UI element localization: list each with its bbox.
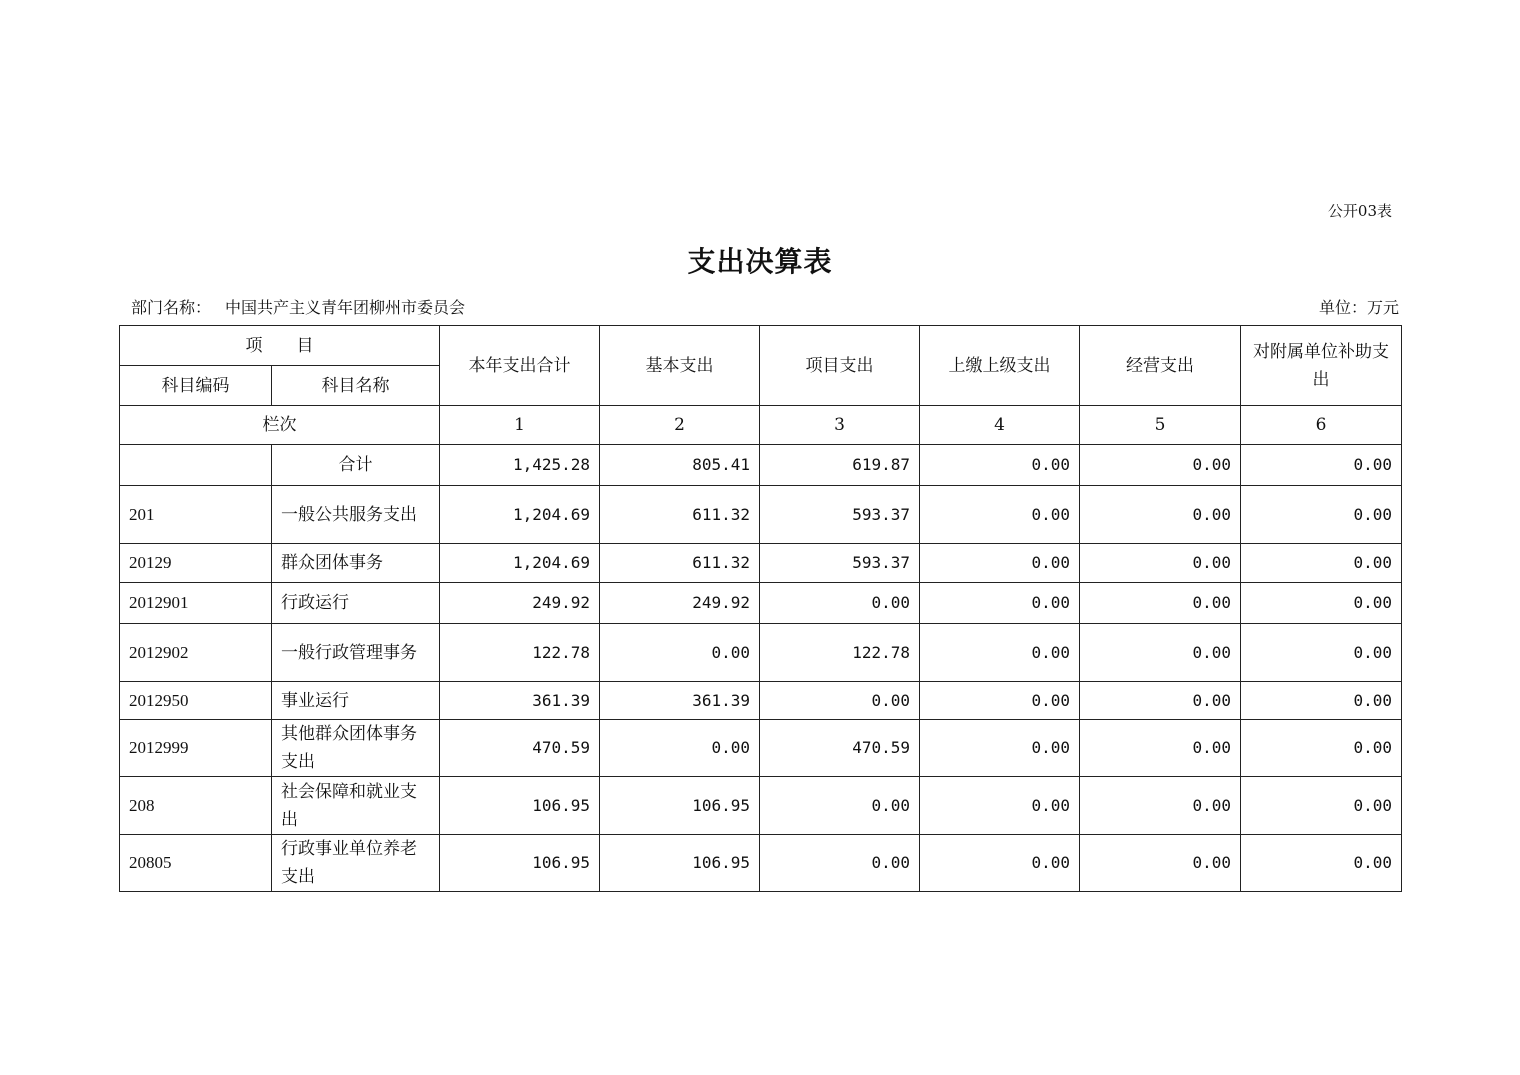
col-number: 3	[760, 406, 920, 445]
col-number: 4	[920, 406, 1080, 445]
subject-code: 20129	[120, 544, 272, 583]
amount-cell: 0.00	[920, 583, 1080, 624]
amount-cell: 0.00	[920, 720, 1080, 777]
table-row	[120, 583, 1402, 624]
amount-cell: 0.00	[920, 682, 1080, 720]
subject-name: 一般行政管理事务	[272, 624, 440, 682]
table-row	[120, 486, 1402, 544]
subject-code	[120, 445, 272, 486]
department-line	[131, 295, 465, 318]
subject-name: 一般公共服务支出	[272, 486, 440, 544]
header-item: 项 目	[120, 326, 440, 366]
column-number-row	[120, 406, 1402, 445]
amount-cell: 0.00	[600, 624, 760, 682]
amount-cell: 0.00	[1241, 777, 1402, 835]
table-row	[120, 777, 1402, 835]
amount-cell: 0.00	[1080, 544, 1241, 583]
amount-cell: 0.00	[1241, 624, 1402, 682]
amount-cell: 611.32	[600, 486, 760, 544]
amount-cell: 0.00	[920, 835, 1080, 892]
amount-cell: 0.00	[1241, 544, 1402, 583]
subject-name: 行政事业单位养老支出	[272, 835, 440, 892]
subject-name: 行政运行	[272, 583, 440, 624]
amount-cell: 0.00	[920, 624, 1080, 682]
header-col-project: 项目支出	[760, 326, 920, 406]
header-row-1	[120, 326, 1402, 366]
department-label: 部门名称：	[131, 298, 212, 317]
unit-label: 单位：万元	[1318, 298, 1399, 317]
subject-code: 201	[120, 486, 272, 544]
amount-cell: 593.37	[760, 544, 920, 583]
amount-cell: 0.00	[920, 486, 1080, 544]
amount-cell: 361.39	[600, 682, 760, 720]
amount-cell: 0.00	[760, 682, 920, 720]
table-row	[120, 624, 1402, 682]
amount-cell: 0.00	[1080, 486, 1241, 544]
department-name: 中国共产主义青年团柳州市委员会	[225, 298, 466, 317]
header-name: 科目名称	[272, 366, 440, 406]
table-row	[120, 720, 1402, 777]
table-row	[120, 682, 1402, 720]
amount-cell: 1,204.69	[440, 486, 600, 544]
total-row	[120, 445, 1402, 486]
amount-cell: 619.87	[760, 445, 920, 486]
subject-code: 2012901	[120, 583, 272, 624]
subject-name: 其他群众团体事务支出	[272, 720, 440, 777]
amount-cell: 0.00	[1080, 777, 1241, 835]
form-number: 公开03表	[1327, 202, 1392, 220]
row-label: 栏次	[120, 406, 440, 445]
page-title: 支出决算表	[687, 245, 833, 278]
amount-cell: 0.00	[1241, 583, 1402, 624]
amount-cell: 361.39	[440, 682, 600, 720]
subject-code: 20805	[120, 835, 272, 892]
amount-cell: 0.00	[600, 720, 760, 777]
amount-cell: 0.00	[920, 544, 1080, 583]
subject-name: 社会保障和就业支出	[272, 777, 440, 835]
amount-cell: 122.78	[760, 624, 920, 682]
amount-cell: 249.92	[440, 583, 600, 624]
amount-cell: 0.00	[760, 583, 920, 624]
amount-cell: 611.32	[600, 544, 760, 583]
amount-cell: 1,425.28	[440, 445, 600, 486]
header-col-subsidy: 对附属单位补助支出	[1241, 326, 1402, 406]
amount-cell: 106.95	[600, 777, 760, 835]
col-number: 2	[600, 406, 760, 445]
table-row	[120, 544, 1402, 583]
amount-cell: 0.00	[1241, 445, 1402, 486]
amount-cell: 0.00	[1241, 682, 1402, 720]
amount-cell: 470.59	[760, 720, 920, 777]
col-number: 5	[1080, 406, 1241, 445]
col-number: 1	[440, 406, 600, 445]
amount-cell: 122.78	[440, 624, 600, 682]
header-col-operation: 经营支出	[1080, 326, 1241, 406]
header-code: 科目编码	[120, 366, 272, 406]
expenditure-table	[119, 325, 1402, 892]
col-number: 6	[1241, 406, 1402, 445]
subject-code: 208	[120, 777, 272, 835]
amount-cell: 0.00	[760, 835, 920, 892]
amount-cell: 0.00	[920, 777, 1080, 835]
subject-code: 2012902	[120, 624, 272, 682]
subject-code: 2012999	[120, 720, 272, 777]
header-col-remit: 上缴上级支出	[920, 326, 1080, 406]
amount-cell: 0.00	[1080, 720, 1241, 777]
amount-cell: 470.59	[440, 720, 600, 777]
table-row	[120, 835, 1402, 892]
amount-cell: 0.00	[1080, 583, 1241, 624]
amount-cell: 106.95	[600, 835, 760, 892]
subject-name: 合计	[272, 445, 440, 486]
amount-cell: 1,204.69	[440, 544, 600, 583]
amount-cell: 0.00	[760, 777, 920, 835]
amount-cell: 593.37	[760, 486, 920, 544]
amount-cell: 0.00	[1241, 486, 1402, 544]
amount-cell: 106.95	[440, 835, 600, 892]
amount-cell: 805.41	[600, 445, 760, 486]
subject-code: 2012950	[120, 682, 272, 720]
amount-cell: 0.00	[1080, 624, 1241, 682]
amount-cell: 0.00	[1080, 682, 1241, 720]
amount-cell: 0.00	[1241, 720, 1402, 777]
amount-cell: 106.95	[440, 777, 600, 835]
amount-cell: 249.92	[600, 583, 760, 624]
amount-cell: 0.00	[1241, 835, 1402, 892]
header-col-basic: 基本支出	[600, 326, 760, 406]
subject-name: 群众团体事务	[272, 544, 440, 583]
amount-cell: 0.00	[1080, 445, 1241, 486]
amount-cell: 0.00	[1080, 835, 1241, 892]
amount-cell: 0.00	[920, 445, 1080, 486]
header-col-total: 本年支出合计	[440, 326, 600, 406]
subject-name: 事业运行	[272, 682, 440, 720]
